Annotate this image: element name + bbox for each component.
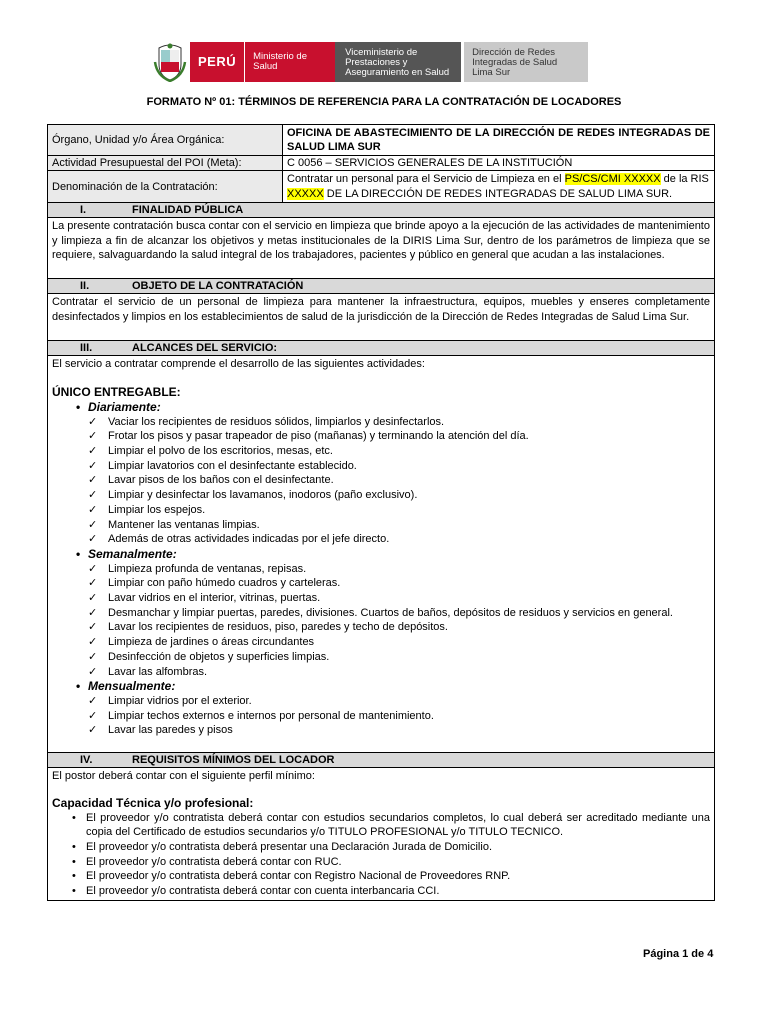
viceministerio-label: Viceministerio de Prestaciones y Aseguramiento en Salud [335,42,461,82]
checkmark-icon: ✓ [88,503,98,516]
list-item-text: Limpieza profunda de ventanas, repisas. [108,562,307,575]
actividad-label: Actividad Presupuestal del POI (Meta): [48,156,283,171]
list-item-text: Lavar las paredes y pisos [108,724,233,737]
checkmark-icon: ✓ [88,577,98,590]
denominacion-text-2: de la RIS [660,173,709,185]
checkmark-icon: ✓ [88,430,98,443]
list-item-text: Lavar los recipientes de residuos, piso, paredes y techo de depósitos. [108,621,448,634]
page-number: Página 1 de 4 [643,948,714,960]
requisitos-list [52,811,710,899]
list-item [52,518,710,533]
list-item-text: Limpiar techos externos e internos por personal de mantenimiento. [108,709,434,722]
list-item [52,576,710,591]
list-item [52,562,710,577]
list-item [52,884,710,899]
section-3-intro: El servicio a contratar comprende el desarrollo de las siguientes actividades: [52,357,425,370]
section-3-body [48,355,715,753]
denominacion-text-3: DE LA DIRECCIÓN DE REDES INTEGRADAS DE SALUD LIMA SUR. [323,187,673,200]
checkmark-icon: ✓ [88,650,98,663]
list-item [52,635,710,650]
semanal-list [52,562,710,680]
bullet-icon: • [72,811,76,824]
list-item [52,855,710,870]
list-item [52,415,710,430]
list-item-text: El proveedor y/o contratista deberá contar con estudios secundarios completos, lo cual deberá ser acreditado mediante una copia del Certificado de estudios secundarios y/o TITULO PROFESIONAL y/o TITULO TECNICO. [86,811,710,839]
list-item-text: Lavar vidrios en el interior, vitrinas, puertas. [108,592,321,605]
checkmark-icon: ✓ [88,724,98,737]
list-item-text: El proveedor y/o contratista deberá contar con Registro Nacional de Proveedores RNP. [86,870,511,883]
list-item-text: Limpiar con paño húmedo cuadros y carteleras. [108,577,341,590]
organo-row [48,125,715,156]
list-item [52,650,710,665]
ministerio-label: Ministerio de Salud [253,51,307,72]
checkmark-icon: ✓ [88,562,98,575]
semanal-heading: • Semanalmente: [76,546,177,561]
mensual-list [52,694,710,738]
denominacion-value [283,171,715,203]
peru-brand: PERÚ [190,42,245,82]
denominacion-label: Denominación de la Contratación: [48,171,283,203]
list-item-text: Lavar pisos de los baños con el desinfectante. [108,474,334,487]
list-item [52,811,710,840]
list-item [52,620,710,635]
document-title: FORMATO Nº 01: TÉRMINOS DE REFERENCIA PARA LA CONTRATACIÓN DE LOCADORES [146,96,622,108]
diario-heading: • Diariamente: [76,399,161,414]
actividad-row [48,156,715,171]
list-item-text: Lavar las alfombras. [108,665,208,678]
denominacion-text-1: Contratar un personal para el Servicio de Limpieza en el [287,173,565,185]
list-item [52,444,710,459]
checkmark-icon: ✓ [88,636,98,649]
checkmark-icon: ✓ [88,665,98,678]
list-item-text: Limpiar y desinfectar los lavamanos, inodoros (paño exclusivo). [108,489,418,502]
list-item [52,694,710,709]
section-3-number: III. [80,341,93,354]
list-item-text: El proveedor y/o contratista deberá contar con cuenta interbancaria CCI. [86,885,440,898]
list-item-text: Desinfección de objetos y superficies limpias. [108,650,330,663]
checkmark-icon: ✓ [88,592,98,605]
list-item [52,591,710,606]
diario-list [52,415,710,547]
bullet-icon: • [72,855,76,868]
list-item-text: Limpiar el polvo de los escritorios, mesas, etc. [108,445,333,458]
checkmark-icon: ✓ [88,415,98,428]
list-item [52,459,710,474]
list-item [52,473,710,488]
checkmark-icon: ✓ [88,445,98,458]
section-2-number: II. [80,280,90,293]
checkmark-icon: ✓ [88,518,98,531]
section-2-body [48,294,715,340]
list-item-text: Además de otras actividades indicadas por el jefe directo. [108,533,390,546]
checkmark-icon: ✓ [88,709,98,722]
ris-placeholder: XXXXX [287,187,324,200]
list-item [52,532,710,547]
entregable-heading: ÚNICO ENTREGABLE: [52,385,181,400]
list-item [52,723,710,738]
bullet-icon: • [72,840,76,853]
section-2-header [48,279,715,294]
organo-label: Órgano, Unidad y/o Área Orgánica: [48,125,283,156]
organo-value: OFICINA DE ABASTECIMIENTO DE LA DIRECCIÓN DE REDES INTEGRADAS DE SALUD LIMA SUR [283,125,715,156]
list-item-text: Limpiar los espejos. [108,503,206,516]
list-item [52,665,710,680]
list-item-text: Limpiar vidrios por el exterior. [108,694,252,707]
list-item-text: Limpiar lavatorios con el desinfectante establecido. [108,459,357,472]
list-item [52,869,710,884]
list-item-text: El proveedor y/o contratista deberá contar con RUC. [86,855,342,868]
list-item [52,840,710,855]
list-item [52,709,710,724]
header-logos [150,40,588,84]
bullet-icon: • [72,885,76,898]
mensual-heading: • Mensualmente: [76,679,176,694]
checkmark-icon: ✓ [88,533,98,546]
section-1-body [48,218,715,279]
list-item-text: Mantener las ventanas limpias. [108,518,260,531]
denominacion-row [48,171,715,203]
section-4-header [48,753,715,768]
checkmark-icon: ✓ [88,489,98,502]
list-item-text: Vaciar los recipientes de residuos sólidos, limpiarlos y desinfectarlos. [108,415,445,428]
section-4-number: IV. [80,754,93,767]
list-item [52,606,710,621]
list-item-text: Limpieza de jardines o áreas circundantes [108,636,315,649]
section-2-text: Contratar el servicio de un personal de limpieza para mantener la infraestructura, equipos, muebles y enseres completamente desinfectados y limpios en los establecimientos de salud de la jurisdicción de la Dirección de Redes Integradas de Salud Lima Sur. [48,294,715,340]
establecimiento-placeholder: PS/CS/CMI XXXXX [564,173,661,185]
section-1-text: La presente contratación busca contar con el servicio en limpieza que brinde apoyo a la ejecución de las actividades de mantenimiento y limpieza a fin de alcanzar los objetivos y metas institucionales de la DIRIS Lima Sur, dentro de los parámetros de limpieza que se requiere, salvaguardando la salud integral de los trabajadores, pacientes y público en general que acudan a las instalaciones. [48,218,715,279]
checkmark-icon: ✓ [88,459,98,472]
list-item-text: Frotar los pisos y pasar trapeador de piso (mañanas) y terminando la atención del día. [108,430,529,443]
section-4-intro: El postor deberá contar con el siguiente perfil mínimo: [52,770,315,783]
section-1-title: FINALIDAD PÚBLICA [132,204,244,216]
checkmark-icon: ✓ [88,621,98,634]
section-2-title: OBJETO DE LA CONTRATACIÓN [132,280,304,293]
section-3-title: ALCANCES DEL SERVICIO: [132,341,278,354]
list-item-text: Desmanchar y limpiar puertas, paredes, divisiones. Cuartos de baños, depósitos de residuos y servicios en general. [108,606,673,619]
bullet-icon: • [72,870,76,883]
section-1-header [48,203,715,218]
checkmark-icon: ✓ [88,694,98,707]
list-item [52,429,710,444]
diris-label: Dirección de Redes Integradas de Salud Lima Sur [464,42,588,82]
checkmark-icon: ✓ [88,606,98,619]
terms-table [47,124,715,901]
section-4-body [48,768,715,901]
checkmark-icon: ✓ [88,474,98,487]
section-3-header [48,340,715,355]
section-4-title: REQUISITOS MÍNIMOS DEL LOCADOR [132,754,335,767]
list-item-text: El proveedor y/o contratista deberá presentar una Declaración Jurada de Domicilio. [86,840,492,853]
section-1-number: I. [80,204,87,216]
list-item [52,488,710,503]
minsa-logo [190,42,335,82]
coat-of-arms-icon [150,40,190,84]
list-item [52,503,710,518]
capacidad-heading: Capacidad Técnica y/o profesional: [52,795,254,810]
actividad-value: C 0056 – SERVICIOS GENERALES DE LA INSTITUCIÓN [283,156,715,171]
